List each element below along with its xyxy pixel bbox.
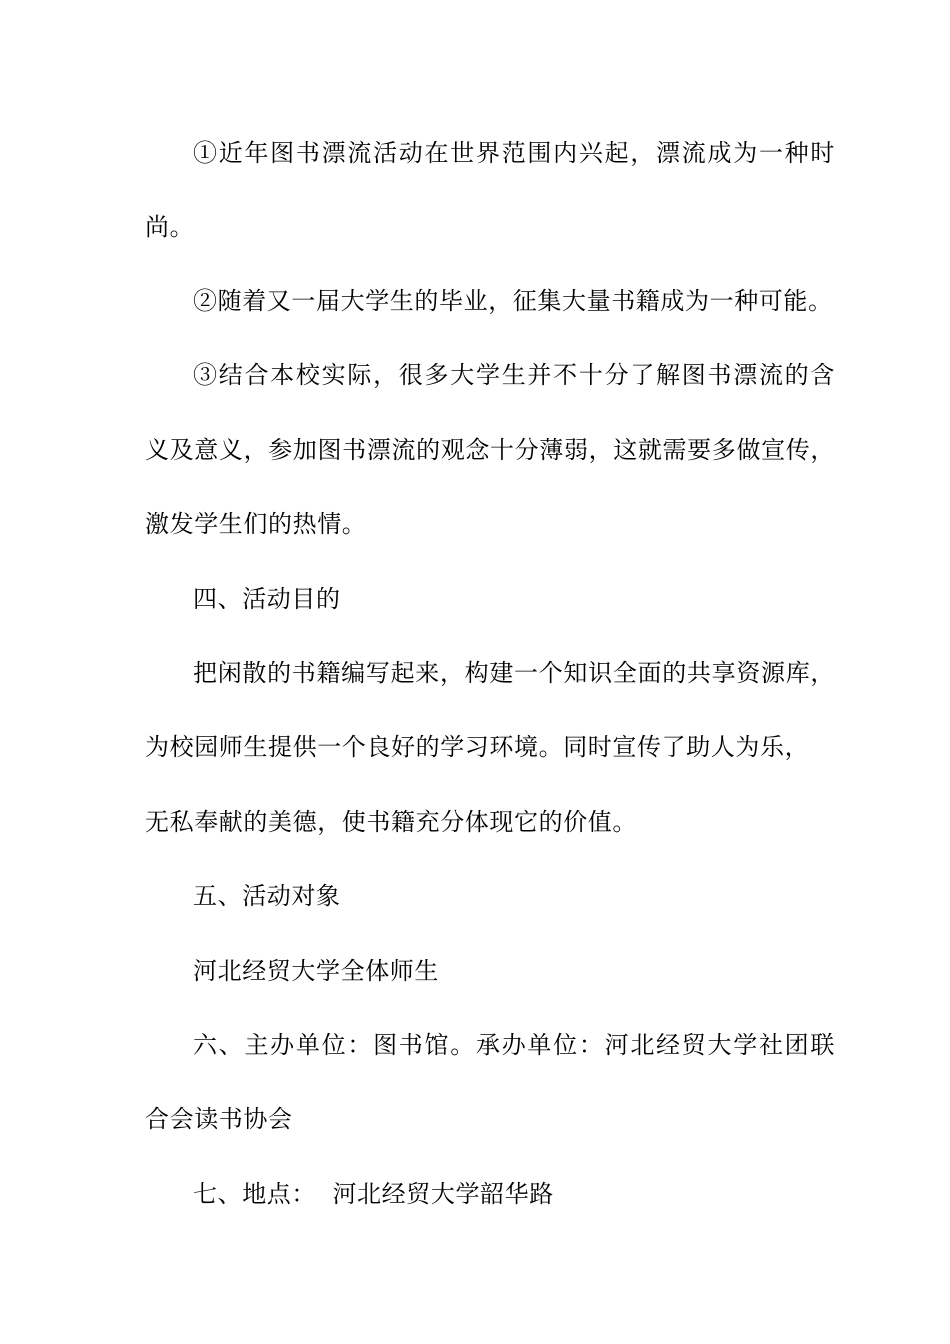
paragraph-4-line-1: 把闲散的书籍编写起来，构建一个知识全面的共享资源库， — [193, 659, 835, 687]
organizer-line-2: 合会读书协会 — [145, 1105, 293, 1133]
organizer-line-1: 六、主办单位：图书馆。承办单位：河北经贸大学社团联 — [193, 1031, 835, 1059]
paragraph-3-line-3: 激发学生们的热情。 — [145, 510, 367, 538]
paragraph-3-line-1: ③结合本校实际，很多大学生并不十分了解图书漂流的含 — [193, 361, 835, 389]
paragraph-3-line-2: 义及意义，参加图书漂流的观念十分薄弱，这就需要多做宣传， — [145, 436, 835, 464]
paragraph-4-line-3: 无私奉献的美德，使书籍充分体现它的价值。 — [145, 808, 637, 836]
paragraph-2-line-1: ②随着又一届大学生的毕业，征集大量书籍成为一种可能。 — [193, 287, 833, 315]
location-line: 七、地点： 河北经贸大学韶华路 — [193, 1180, 554, 1208]
paragraph-1-line-1: ①近年图书漂流活动在世界范围内兴起，漂流成为一种时 — [193, 139, 835, 167]
section-heading-purpose: 四、活动目的 — [193, 585, 341, 613]
audience-text: 河北经贸大学全体师生 — [193, 957, 439, 985]
section-heading-audience: 五、活动对象 — [193, 882, 341, 910]
paragraph-1-line-2: 尚。 — [145, 213, 195, 241]
paragraph-4-line-2: 为校园师生提供一个良好的学习环境。同时宣传了助人为乐， — [145, 733, 810, 761]
